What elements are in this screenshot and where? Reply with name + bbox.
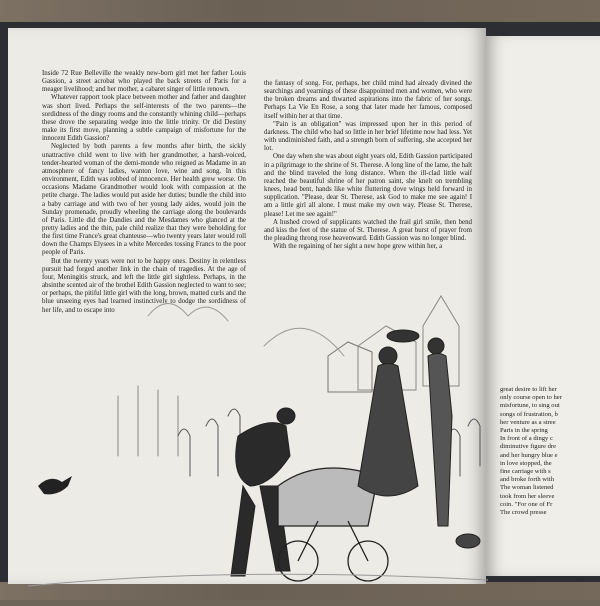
line: great desire to lift her [500, 386, 557, 393]
line: and her hungry blue e [500, 451, 558, 459]
line: coin. "For one of Fr [500, 500, 553, 508]
line: In front of a dingy c [500, 435, 553, 443]
line: The crowd presse [500, 509, 547, 517]
paragraph: Inside 72 Rue Belleville the weakly new-born girl met her father Louis Gassion, a street acrobat who played the back streets of Paris for a meager livelihood; and her mother, a cabaret singer of little renown. [42, 70, 246, 94]
line: her venture as a stree [500, 418, 556, 426]
line: songs of frustration, b [500, 410, 558, 418]
paragraph: With the regaining of her sight a new hope grew within her, a [273, 243, 443, 251]
paragraph: "Pain is an obligation" was impressed upon her in this period of darkness. The child who had so little in her brief lifetime now had less. Yet with undiminished faith, and a strength born of suffering, she accepted her lot. [264, 120, 472, 153]
right-page [486, 36, 600, 576]
line: and broke forth with [500, 476, 555, 484]
line: fine carriage with s [500, 468, 551, 476]
left-page [8, 28, 486, 584]
line: Paris in the spring [500, 427, 548, 435]
paragraph: One day when she was about eight years old, Edith Gassion participated in a pilgrimage to the shrine of St. Therese. A long line of the lame, the halt and the blind traveled the long distance. When the ill-clad little waif reached the beautiful shrine of her patron saint, she knelt on trembling knees, head bent, hands like white fluttering dove wings held forward in supplication. "Please, dear St. Therese, ask God to make me see again! I am a little girl all alone. I must make my own way. Please St. Therese, please! Let me see again!" [264, 153, 473, 218]
line: diminutive figure dre [500, 443, 557, 451]
text-column-left [42, 70, 246, 315]
line: misfortune, to sing out [500, 402, 560, 410]
paragraph: Whatever rapport took place between mother and father and daughter was short lived. Perhaps the self-interests of the two parents—the sordidness of the dingy rooms and the constantly whining child—perhaps these drove the separating wedge into the little trinity. Or did Destiny make its first move, planning a subtle campaign of misfortune for the innocent Edith Gassion? [42, 94, 246, 143]
paragraph: the fantasy of song. For, perhaps, her child mind had already divined the searchings and yearnings of these disappointed men and women, who were the broken dreams and thwarted aspirations into the fabric of her songs. Perhaps La Vie En Rose, a song that later made her famous, composed itself within her at that time. [264, 80, 472, 120]
street-promenade-illustration [28, 286, 488, 606]
paragraph: A hushed crowd of supplicants watched the frail girl smile, then bend and kiss the feet of the statue of St. Therese. A great burst of prayer from the pleading throng rose heavenward. Edith Gassion was no longer blind. [264, 218, 472, 242]
line: took from her sleeve [500, 492, 555, 500]
line: The woman listened [500, 484, 554, 492]
text-column-right [500, 386, 596, 517]
paragraph: Neglected by both parents a few months after birth, the sickly unattractive child went to live with her grandmother, a harsh-voiced, tender-hearted woman of the demi-monde who reigned as Madame in an atmosphere of fancy ladies, wanton love, wine and song. In this environment, Edith was robbed of innocence. Her health grew worse. On occasions Madame Grandmother would look with compassion at the petite charge. The ladies would put aside her duties; bundle the child into a baby carriage and with two of her young lady aides, would join the Sunday promenade, proudly wheeling the carriage along the boulevards of Paris. Little did the Dandies and the Mesdames who glanced at the pretty ladies and the thin, pale child realize that they were beholding for the first time France's great chanteuse—who twenty years later would roll down the Champs Elysees in a white Mercedes tossing Francs to the poor people of Paris. [42, 143, 246, 257]
paragraph: But the twenty years were not to be happy ones. Destiny in relentless pursuit had forged another link in the chain of tragedies. At the age of four, Meningitis struck, and left the little girl sightless. Perhaps, in the absinthe scented air of the brothel Edith Gassion neglected to want to see; or perhaps, the pitiful little girl with the long, brown, matted curls and the blue unseeing eyes had learned instinctively to dodge the sordidness of her life, and to escape into [42, 257, 246, 314]
text-column-center [264, 80, 472, 251]
line: only course open to her [500, 394, 562, 402]
line: in love stopped, the [500, 459, 552, 467]
